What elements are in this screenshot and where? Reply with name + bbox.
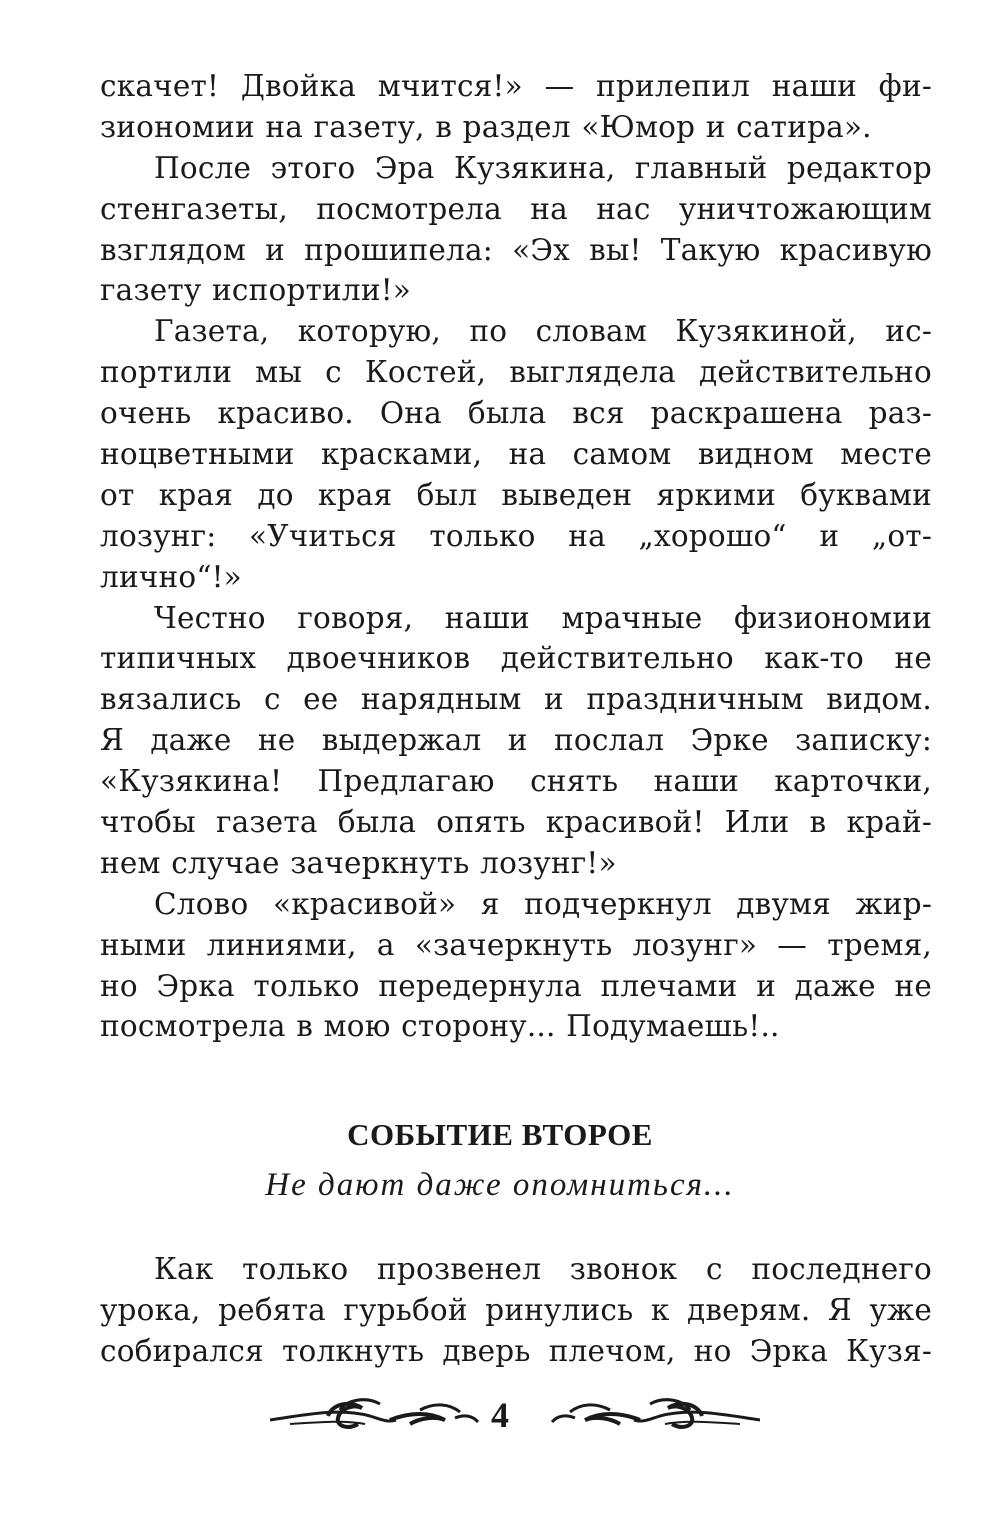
text-line: ными линиями, а «зачеркнуть лозунг» — тремя, — [100, 927, 932, 962]
body-text-top — [100, 66, 932, 1047]
text-line: газету испортили!» — [100, 273, 412, 308]
text-line: лично“!» — [100, 559, 242, 594]
text-line: Газета, которую, по словам Кузякиной, ис- — [154, 314, 932, 349]
text-line: собирался толкнуть дверь плечом, но Эрка Кузя- — [100, 1333, 932, 1368]
text-line: вязались с ее нарядным и праздничным видом. — [100, 682, 932, 717]
text-line: нем случае зачеркнуть лозунг!» — [100, 845, 617, 880]
text-line: Слово «красивой» я подчеркнул двумя жир- — [154, 886, 932, 921]
text-line: от края до края был выведен яркими буквами — [100, 477, 932, 512]
text-line: скачет! Двойка мчится!» — прилепил наши фи- — [100, 69, 932, 103]
text-line: Как только прозвенел звонок с последнего — [154, 1252, 932, 1286]
text-line: Честно говоря, наши мрачные физиономии — [154, 600, 932, 635]
text-line: очень красиво. Она была вся раскрашена раз- — [100, 396, 932, 431]
text-line: урока, ребята гурьбой ринулись к дверям. Я уже — [100, 1292, 932, 1327]
text-line: «Кузякина! Предлагаю снять наши карточки, — [100, 764, 932, 799]
text-line: но Эрка только передернула плечами и даже не — [100, 968, 932, 1003]
text-line: посмотрела в мою сторону... Подумаешь!.. — [100, 1009, 780, 1044]
chapter-subtitle: Не дают даже опомниться... — [265, 1167, 735, 1203]
text-line: ноцветными красками, на самом видном месте — [100, 437, 932, 472]
text-line: чтобы газета была опять красивой! Или в край- — [100, 805, 932, 840]
text-line: Я даже не выдержал и послал Эрке записку: — [100, 723, 932, 758]
page-number: 4 — [491, 1395, 509, 1435]
text-line: портили мы с Костей, выглядела действительно — [100, 355, 932, 390]
text-line: лозунг: «Учиться только на „хорошо“ и „от- — [100, 518, 932, 553]
text-line: После этого Эра Кузякина, главный редактор — [154, 150, 932, 185]
chapter-title: СОБЫТИЕ ВТОРОЕ — [347, 1117, 653, 1152]
text-line: стенгазеты, посмотрела на нас уничтожающим — [100, 191, 932, 226]
text-line: зиономии на газету, в раздел «Юмор и сатира». — [100, 109, 872, 144]
text-line: взглядом и прошипела: «Эх вы! Такую красивую — [100, 232, 932, 267]
text-line: типичных двоечников действительно как-то не — [100, 641, 932, 676]
body-text-bottom — [100, 1249, 932, 1372]
